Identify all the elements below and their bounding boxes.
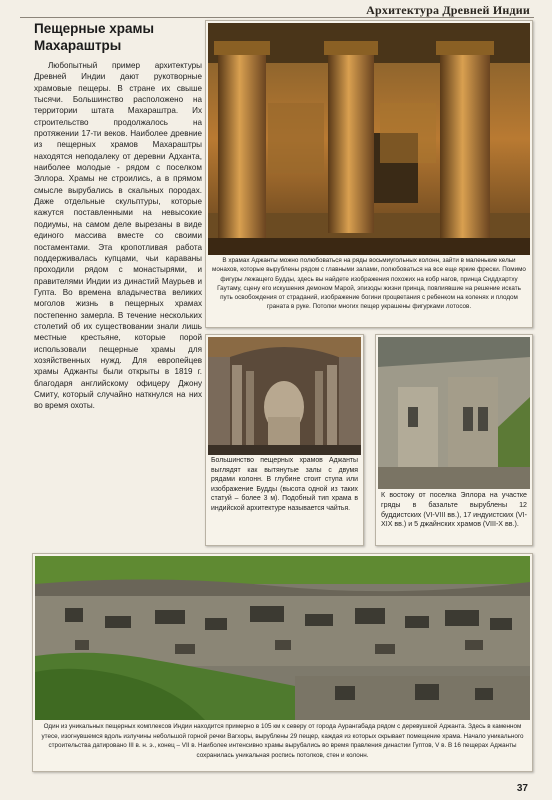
figure-top (205, 20, 533, 328)
running-header: Архитектура Древней Индии (366, 3, 530, 17)
figure-bottom-caption: Один из уникальных пещерных комплексов Индии находится примерно в 105 км к северу от города Аурангабада рядом с деревушкой Аджанта. Здесь в каменном утесе, изогнувшемся вдоль излучины небольшой горной речки Вагхоры, вырублены 29 пещер, каждая из которых скрывает помещение храма. Начало уникального строительства датировано III в. н. э., конец – VII в. Наиболее интенсивно храмы вырубались во время правления династии Гуптов, V в. В 16 пещерах Аджанты сохранилась уникальная роспись потолков, стен и колонн. (35, 722, 530, 760)
article-title-line-1: Пещерные храмы (34, 21, 155, 36)
figure-middle-left (205, 334, 364, 546)
figure-middle-right-caption: К востоку от поселка Эллора на участке гряды в базальте вырублены 12 буддистских (VI-VIII вв.), 17 индуистских (VI-XIX вв.) и 5 джайнских храмов (VIII-X вв.). (378, 491, 530, 530)
article-title-line-2: Махараштры (34, 38, 122, 53)
article-title (34, 20, 204, 54)
article-body: Любопытный пример архитектуры Древней Индии дают рукотворные храмовые пещеры. В стране их свыше тысячи. Большинство расположено на территории штата Махараштра. Их строительство продолжалось на протяжении 17-ти веков. Наиболее древние из пещерных храмов Махараштры находятся неподалеку от деревни Адханта, наиболее молодые - рядом с поселком Эллора. Храмы не строились, а в прямом смысле вырубались в скальных породах. Даже отдельные скульптуры, которые кажутся поставленными на невысокие подиумы, на самом деле вырезаны в виде единого массива вместе со своими постаментами. Эта кропотливая работа поддерживалась купцами, чьи караваны проходили рядом с монастырями, и правителями Индии из династий Маурьев и Гупта. Во времена владычества великих моголов жизнь в пещерных храмах постепенно замерла. В течение нескольких столетий об их существовании знали лишь местные крестьяне, которые порой использовали пещерные храмы для хозяйственных нужд. Для европейцев храмы Аджанты были открыты в 1819 г. благодаря английскому офицеру Джону Смиту, который случайно наткнулся на них во время охоты. (34, 61, 202, 411)
cave-interior-illustration (208, 23, 530, 255)
figure-top-caption: В храмах Аджанты можно полюбоваться на ряды восьмиугольных колонн, зайти в маленькие кельи монахов, которые вырублены рядом с главными залами, полюбоваться на все еще яркие фрески. Помимо фигуры лежащего Будды, здесь вы найдете изображения похожих на кобр нагов, принца Сиддхартху Гаутаму, сцену его искушения демоном Марой, эпизоды жизни принца, повлиявшие на решение искать путь освобождения от страданий, изображение богини процветания с ребенком на коленях и плодом граната в руке. Потолки многих пещер украшены фигурками лотосов. (208, 256, 530, 312)
photo-ajanta-cliff-panorama (35, 556, 530, 720)
figure-middle-right (375, 334, 533, 546)
figure-bottom (32, 553, 533, 772)
figure-middle-left-caption: Большинство пещерных храмов Аджанты выглядят как вытянутые залы с двумя рядами колонн. В глубине стоит ступа или изображение Будды (высота одной из таких статуй – более 3 м). Подобный тип храма в индийской архитектуре называется чайтья. (208, 456, 361, 514)
chaitya-hall-illustration (208, 337, 361, 455)
photo-ellora-rock-temples (378, 337, 530, 489)
photo-chaitya-hall (208, 337, 361, 455)
ajanta-panorama-illustration (35, 556, 530, 720)
page-number: 37 (516, 783, 528, 794)
ellora-illustration (378, 337, 530, 489)
header-rule (20, 17, 534, 18)
photo-cave-interior-columns (208, 23, 530, 255)
